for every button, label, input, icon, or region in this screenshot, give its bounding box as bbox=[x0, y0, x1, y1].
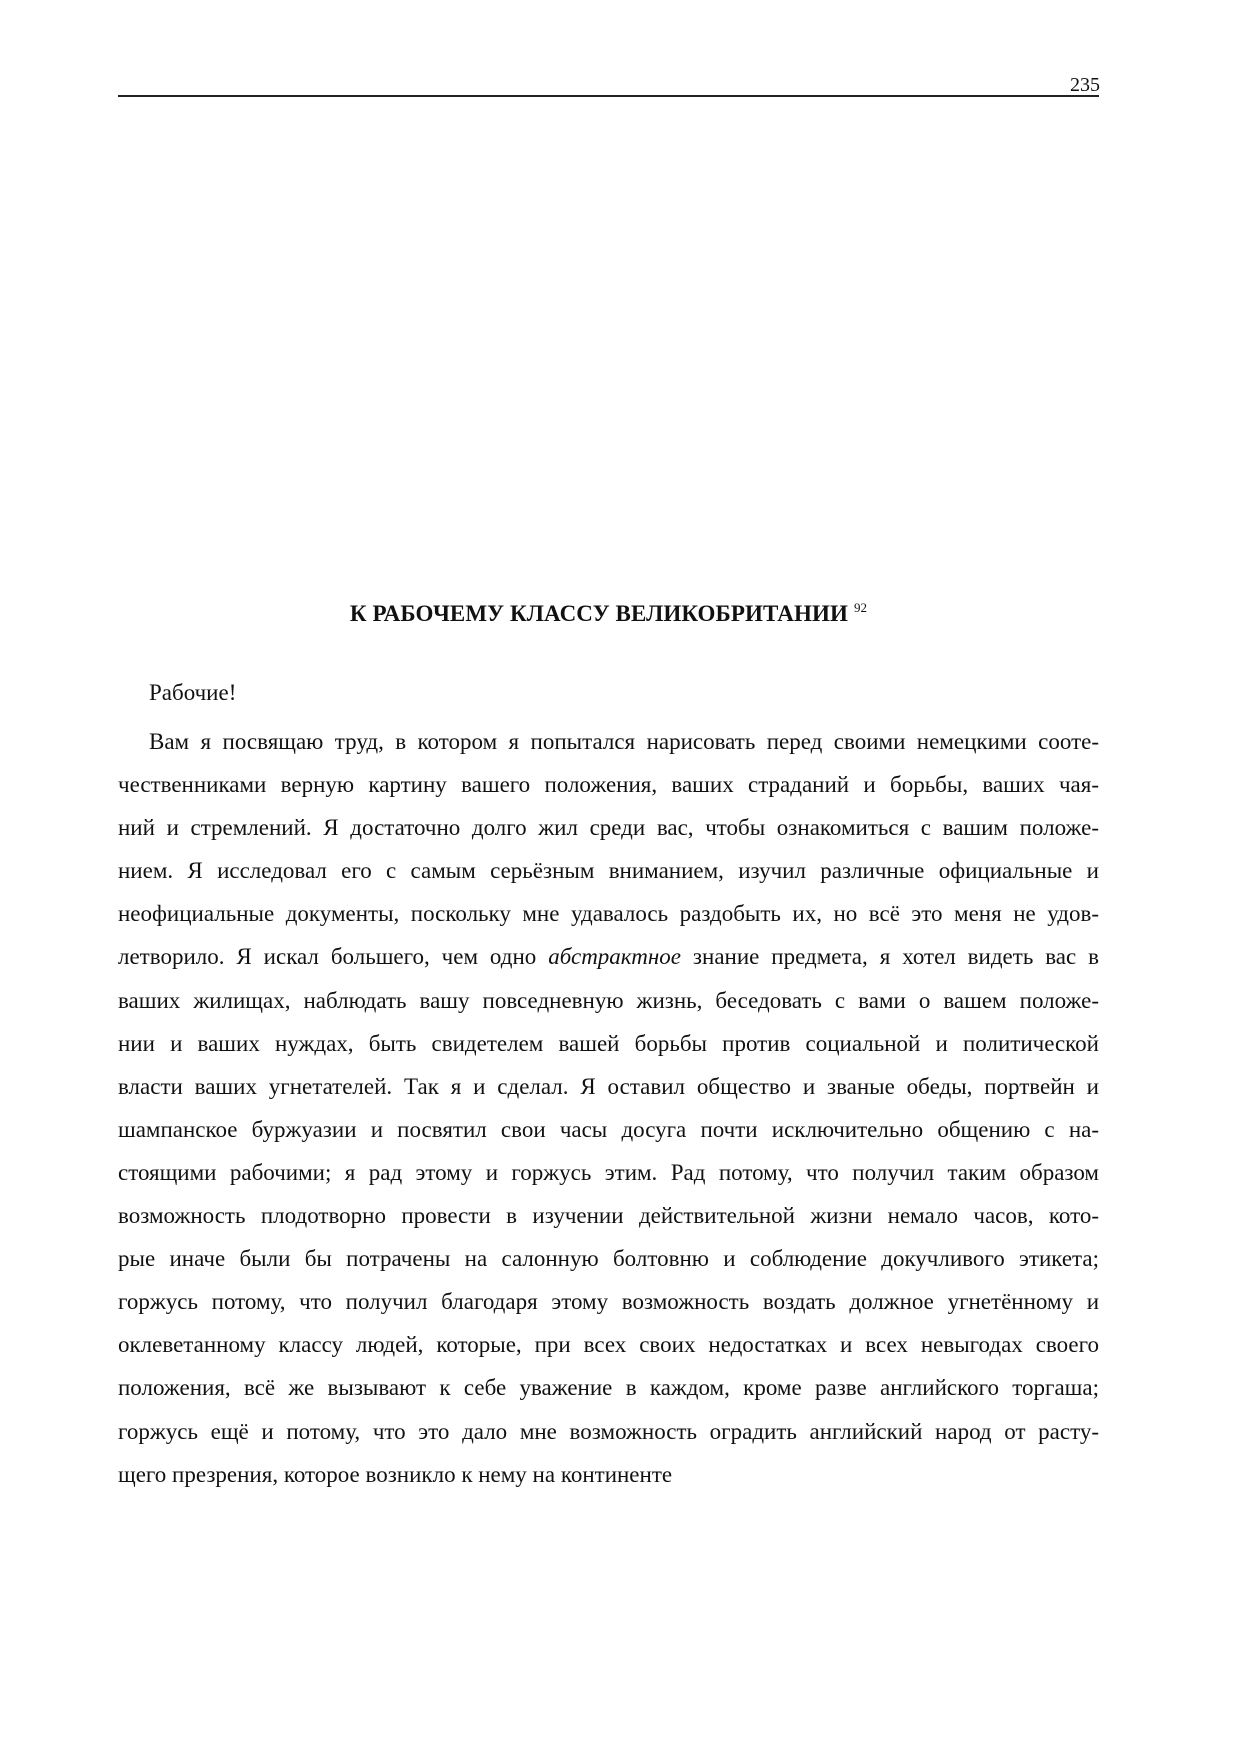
page-number: 235 bbox=[1070, 74, 1100, 96]
text-segment: летворило. Я искал большего, чем одно bbox=[118, 944, 549, 970]
body-paragraph bbox=[118, 720, 1099, 1496]
chapter-title-text: К РАБОЧЕМУ КЛАССУ ВЕЛИКОБРИТАНИИ bbox=[349, 601, 848, 626]
text-line: оклеветанному классу людей, которые, при всех своих недостатках и всех невыгодах своего bbox=[118, 1332, 1099, 1358]
text-line: неофициальные документы, поскольку мне удавалось раздобыть их, но всё это меня не удов- bbox=[118, 901, 1099, 927]
text-line: Вам я посвящаю труд, в котором я попытался нарисовать перед своими немецкими сооте- bbox=[149, 729, 1099, 754]
text-line: нии и ваших нуждах, быть свидетелем вашей борьбы против социальной и политической bbox=[118, 1030, 1099, 1056]
text-line: возможность плодотворно провести в изучении действительной жизни немало часов, кото- bbox=[118, 1203, 1099, 1229]
text-line: рые иначе были бы потрачены на салонную болтовню и соблюдение докучливого этикета; bbox=[118, 1246, 1099, 1272]
salutation: Рабочие! bbox=[149, 680, 237, 705]
text-line: положения, всё же вызывают к себе уважение в каждом, кроме разве английского торгаша; bbox=[118, 1375, 1099, 1401]
text-line: ваших жилищах, наблюдать вашу повседневную жизнь, беседовать с вами о вашем положе- bbox=[118, 987, 1099, 1013]
text-line: власти ваших угнетателей. Так я и сделал. Я оставил общество и званые обеды, портвейн и bbox=[118, 1073, 1099, 1099]
text-line bbox=[118, 935, 1099, 978]
text-segment: знание предмета, я хотел видеть вас в bbox=[681, 944, 1100, 970]
chapter-title bbox=[118, 599, 1099, 629]
text-line: нием. Я исследовал его с самым серьёзным вниманием, изучил различные официальные и bbox=[118, 858, 1099, 884]
text-line: стоящими рабочими; я рад этому и горжусь этим. Рад потому, что получил таким образом bbox=[118, 1159, 1099, 1185]
text-line: горжусь потому, что получил благодаря этому возможность воздать должное угнетённому и bbox=[118, 1289, 1099, 1315]
emphasized-word: абстрактное bbox=[548, 944, 681, 970]
header-rule bbox=[118, 95, 1099, 97]
text-line: щего презрения, которое возникло к нему на континенте bbox=[118, 1461, 673, 1487]
text-line: шампанское буржуазии и посвятил свои часы досуга почти исключительно общению с на- bbox=[118, 1116, 1099, 1142]
footnote-marker: 92 bbox=[853, 600, 868, 615]
text-line: чественниками верную картину вашего положения, ваших страданий и борьбы, ваших чая- bbox=[118, 772, 1099, 798]
text-line: горжусь ещё и потому, что это дало мне возможность оградить английский народ от расту- bbox=[118, 1418, 1099, 1444]
text-line: ний и стремлений. Я достаточно долго жил среди вас, чтобы ознакомиться с вашим положе- bbox=[118, 815, 1099, 841]
